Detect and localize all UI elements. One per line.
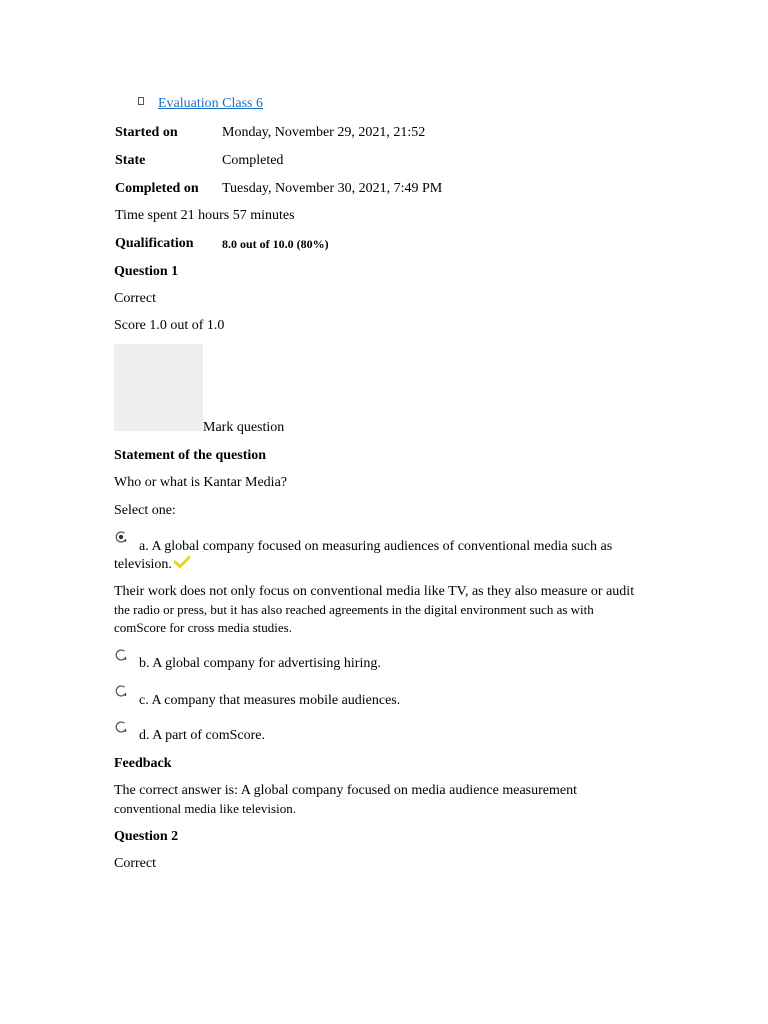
- started-label: Started on: [115, 125, 178, 140]
- question-1-status: Correct: [114, 291, 156, 306]
- option-a-label[interactable]: a. A global company focused on measuring audiences of conventional media such as: [139, 539, 613, 554]
- radio-selected-icon[interactable]: [115, 531, 127, 543]
- mark-question-link[interactable]: Mark question: [203, 420, 285, 435]
- evaluation-link[interactable]: Evaluation Class 6: [158, 96, 263, 111]
- question-2-title: Question 2: [114, 829, 179, 844]
- option-b-label[interactable]: b. A global company for advertising hiring.: [139, 656, 381, 671]
- radio-unselected-icon[interactable]: [115, 685, 127, 697]
- question-2-status: Correct: [114, 856, 156, 871]
- time-spent: Time spent 21 hours 57 minutes: [115, 208, 295, 223]
- radio-unselected-icon[interactable]: [115, 649, 127, 661]
- radio-unselected-icon[interactable]: [115, 721, 127, 733]
- question-1-score: Score 1.0 out of 1.0: [114, 318, 225, 333]
- explanation-line-3: comScore for cross media studies.: [114, 620, 292, 635]
- statement-label: Statement of the question: [114, 448, 267, 463]
- explanation-line-2: the radio or press, but it has also reached agreements in the digital environment such as with: [114, 602, 594, 617]
- feedback-line-1: The correct answer is: A global company focused on media audience measurement: [114, 783, 577, 798]
- state-value: Completed: [222, 153, 284, 168]
- page-icon: [138, 97, 144, 105]
- question-statement: Who or what is Kantar Media?: [114, 475, 287, 490]
- flag-icon[interactable]: [114, 344, 203, 431]
- feedback-line-2: conventional media like television.: [114, 801, 296, 816]
- question-1-title: Question 1: [114, 264, 179, 279]
- completed-label: Completed on: [115, 181, 199, 196]
- started-value: Monday, November 29, 2021, 21:52: [222, 125, 426, 140]
- state-label: State: [115, 153, 146, 168]
- option-c-label[interactable]: c. A company that measures mobile audiences.: [139, 693, 401, 708]
- explanation-line-1: Their work does not only focus on conventional media like TV, as they also measure or audit: [114, 584, 635, 599]
- correct-check-icon: [174, 556, 190, 568]
- option-d-label[interactable]: d. A part of comScore.: [139, 728, 265, 743]
- select-one-label: Select one:: [114, 503, 176, 518]
- qualification-label: Qualification: [115, 236, 194, 251]
- completed-value: Tuesday, November 30, 2021, 7:49 PM: [222, 181, 443, 196]
- option-a-label-cont[interactable]: television.: [114, 557, 172, 572]
- feedback-label: Feedback: [114, 756, 172, 771]
- qualification-value: 8.0 out of 10.0 (80%): [222, 237, 329, 251]
